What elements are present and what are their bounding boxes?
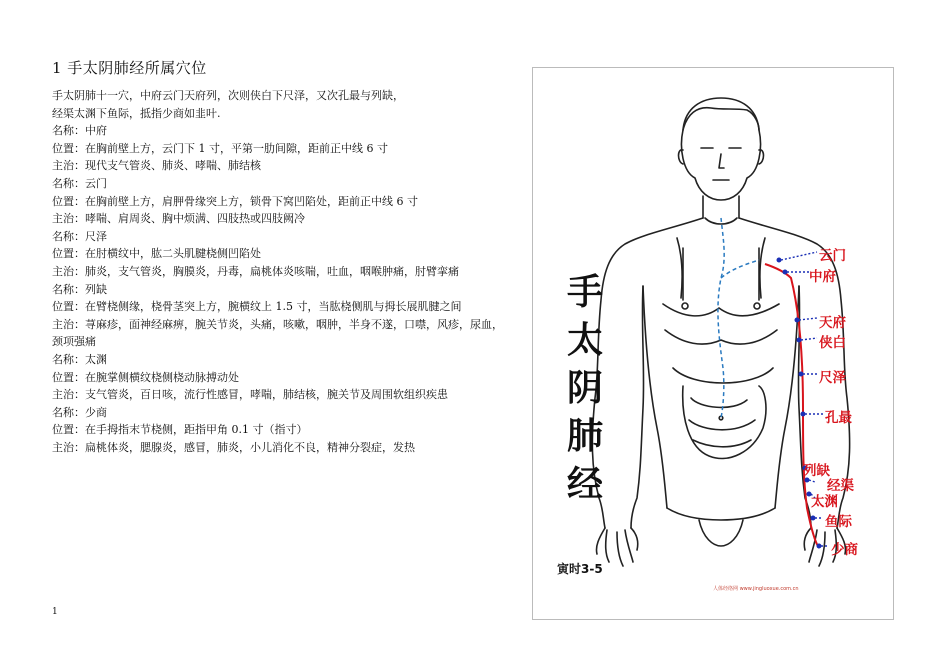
point-label-taiyuan: 太渊	[811, 494, 838, 510]
text-line: 位置：在臂桡侧缘，桡骨茎突上方，腕横纹上 1.5 寸，当肱桡侧肌与拇长展肌腱之间	[52, 300, 462, 314]
text-line: 位置：在胸前壁上方，云门下 1 寸，平第一肋间隙，距前正中线 6 寸	[52, 141, 388, 155]
text-line: 颈项强痛	[52, 335, 96, 349]
point-label-yunmen: 云门	[819, 248, 846, 264]
point-label-zhongfu: 中府	[809, 269, 836, 285]
text-line: 名称：云门	[52, 176, 107, 190]
text-line: 名称：尺泽	[52, 229, 107, 243]
point-label-lieque: 列缺	[803, 463, 830, 479]
text-line: 名称：中府	[52, 124, 107, 138]
vertical-title-char: 肺	[566, 416, 603, 457]
text-line: 主治：哮喘、肩周炎、胸中烦满、四肢热或四肢阙冷	[52, 212, 305, 226]
text-line: 经渠太渊下鱼际，抵指少商如韭叶.	[52, 106, 221, 120]
time-label: 寅时3-5	[557, 562, 603, 576]
text-line: 主治：现代支气管炎、肺炎、哮喘、肺结核	[52, 159, 261, 173]
page-number: 1	[52, 607, 58, 617]
body-text	[52, 87, 530, 456]
text-line: 位置：在胸前壁上方，肩胛骨缘突上方，锁骨下窝凹陷处，距前正中线 6 寸	[52, 194, 418, 208]
point-label-xiabai: 侠白	[819, 335, 846, 351]
point-label-chize: 尺泽	[819, 370, 846, 386]
text-line: 位置：在肘横纹中，肱二头肌腱桡侧凹陷处	[52, 247, 261, 261]
point-label-jingqu: 经渠	[827, 478, 854, 494]
vertical-title-char: 阴	[566, 368, 603, 409]
text-line: 位置：在腕掌侧横纹桡侧桡动脉搏动处	[52, 370, 239, 384]
text-line: 位置：在手拇指末节桡侧，距指甲角 0.1 寸（指寸）	[52, 423, 308, 437]
point-label-shaoshang: 少商	[831, 542, 858, 558]
vertical-title-char: 手	[566, 272, 603, 313]
page-title: 1 手太阴肺经所属穴位	[52, 59, 207, 77]
point-label-yuji: 鱼际	[825, 514, 852, 530]
text-line: 主治：支气管炎，百日咳，流行性感冒，哮喘，肺结核，腕关节及周围软组织疾患	[52, 388, 448, 402]
text-line: 名称：列缺	[52, 282, 107, 296]
vertical-title-char: 太	[566, 320, 603, 361]
text-line: 主治：扁桃体炎，腮腺炎，感冒，肺炎，小儿消化不良，精神分裂症，发热	[52, 440, 415, 454]
text-line: 名称：太渊	[52, 352, 107, 366]
text-line: 手太阴肺十一穴，中府云门天府列，次则侠白下尺泽，又次孔最与列缺，	[52, 89, 404, 102]
text-line: 主治：肺炎，支气管炎，胸膜炎，丹毒，扁桃体炎咳喘，吐血，咽喉肿痛，肘臂挛痛	[52, 264, 459, 278]
vertical-title-char: 经	[566, 464, 603, 505]
point-label-kongzui: 孔最	[825, 410, 852, 426]
watermark: 人体经络网 www.jingluoxue.com.cn	[713, 586, 799, 592]
text-line: 主治：荨麻疹，面神经麻痹，腕关节炎，头痛，咳嗽，咽肿，半身不遂，口噤，风疹，尿血，	[52, 317, 503, 331]
point-label-tianfu: 天府	[819, 315, 846, 331]
meridian-figure	[532, 67, 894, 620]
text-line: 名称：少商	[52, 405, 107, 419]
